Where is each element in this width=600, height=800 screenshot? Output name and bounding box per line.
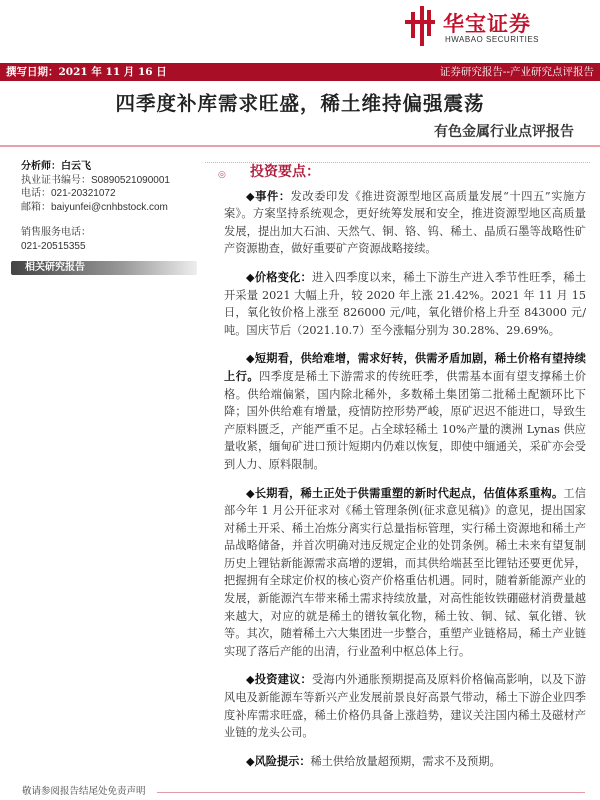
paragraph-text: 发改委印发《推进资源型地区高质量发展“十四五”实施方案》。方案坚持系统观念，更好统筹发展和安全，推进资源型地区高质量发展，提出加大石油、天然气、铜、铬、钨、稀土、晶质石墨等战略性矿产资源勘查，做好重要矿产资源战略接续。 <box>224 189 586 256</box>
sales-label: 销售服务电话： <box>21 227 91 238</box>
section-heading-text: 投资要点： <box>250 164 320 180</box>
paragraph-text: 受海内外通胀预期提高及原料价格偏高影响，以及下游风电及新能源车等新兴产业发展前景良好高景气带动，稀土下游企业四季度补库需求旺盛，稀土价格仍具备上涨趋势，建议关注国内稀土及磁材产业链的龙头公司。 <box>224 673 586 740</box>
section-heading <box>218 164 586 182</box>
analyst-phone: 电话：021-20321072 <box>21 188 116 199</box>
analyst-email[interactable]: 邮箱：baiyunfei@cnhbstock.com <box>21 201 168 213</box>
paragraph-event <box>224 188 586 258</box>
bullet-circle-icon: ◎ <box>218 170 226 180</box>
paragraph-lead: ◆投资建议： <box>246 672 312 687</box>
company-logo <box>405 6 585 46</box>
paragraph-lead: ◆价格变化： <box>246 269 312 284</box>
sales-phone: 021-20515355 <box>21 240 86 252</box>
analyst-sidebar <box>21 160 201 275</box>
investment-highlights <box>218 164 586 781</box>
logo-cn-text: 华宝证券 <box>443 12 531 36</box>
report-date: 撰写日期：2021 年 11 月 16 日 <box>6 66 167 78</box>
logo-mark-icon <box>405 6 435 46</box>
related-reports-header: 相关研究报告 <box>11 261 197 275</box>
analyst-name: 分析师：白云飞 <box>21 161 91 172</box>
paragraph-long-term <box>224 485 586 661</box>
paragraph-text: 进入四季度以来，稀土下游生产进入季节性旺季，稀土开采量 2021 大幅上升，较 2020 年上涨 21.42%。2021 年 11 月 15 日，氧化钕价格上涨至 826000 元/吨，氧化镨价格上升至 843000 元/吨。国庆节后（2021.10.7）至今涨幅分别为 30.28%、29.69%。 <box>224 270 586 337</box>
paragraph-lead: ◆长期看，稀土正处于供需重塑的新时代起点，估值体系重构。 <box>246 485 564 500</box>
report-type: 证券研究报告--产业研究点评报告 <box>439 66 594 78</box>
license-number: 执业证书编号：S0890521090001 <box>21 174 170 186</box>
paragraph-risk <box>224 753 586 771</box>
disclaimer-note: 敬请参阅报告结尾处免责声明 <box>22 786 146 797</box>
paragraph-lead: ◆风险提示： <box>246 753 311 768</box>
paragraph-text: 稀土供给放量超预期，需求不及预期。 <box>310 754 501 768</box>
header-band <box>0 63 600 81</box>
paragraph-recommendation <box>224 671 586 741</box>
paragraph-lead: ◆事件： <box>246 188 291 203</box>
paragraph-text: 四季度是稀土下游需求的传统旺季，供需基本面有望支撑稀土价格。供给端偏紧，国内除北稀外，多数稀土集团第二批稀土配额环比下降；国外供给难有增量，疫情防控形势严峻，原矿迟迟不能进口，导致生产原料匮乏，产能严重不足。占全球轻稀土 10%产量的澳洲 Lynas 供应量收紧，缅甸矿进口预计短期内仍难以恢复，即使中缅通关，采矿亦会受到人力、原料限制。 <box>224 369 586 471</box>
paragraph-price <box>224 269 586 339</box>
paragraph-short-term <box>224 350 586 473</box>
section-divider <box>205 162 590 163</box>
paragraph-text: 工信部今年 1 月公开征求对《稀土管理条例(征求意见稿)》的意见，提出国家对稀土开采、稀土冶炼分离实行总量指标管理，实行稀土资源地和稀土产品战略储备，并首次明确对违反规定企业的处罚条例。稀土未来有望复制历史上锂钴新能源需求高增的逻辑，而其供给端甚至比锂钴还要更优异，把握拥有全球定价权的核心资产价格重估机遇。同时，随着新能源产业的发展，新能源汽车带来稀土需求持续放量，对高性能钕铁硼磁材消费量越来越大，对应的就是稀土的镨钕氧化物，稀土钕、铜、铽、氧化镨、钬等。其次，随着稀土六大集团进一步整合，重塑产业链格局，稀土产业链实现了落后产能的出清，行业盈利中枢总体上行。 <box>224 486 586 658</box>
paragraph-lead: ◆短期看，供给难增，需求好转，供需矛盾加剧，稀土价格有望持续上行。 <box>224 351 586 383</box>
page-subtitle: 有色金属行业点评报告 <box>434 124 574 140</box>
footer-divider <box>157 792 585 793</box>
logo-en-text: HWABAO SECURITIES <box>445 35 539 44</box>
header-divider <box>0 145 600 147</box>
page-title: 四季度补库需求旺盛，稀土维持偏强震荡 <box>115 92 485 115</box>
